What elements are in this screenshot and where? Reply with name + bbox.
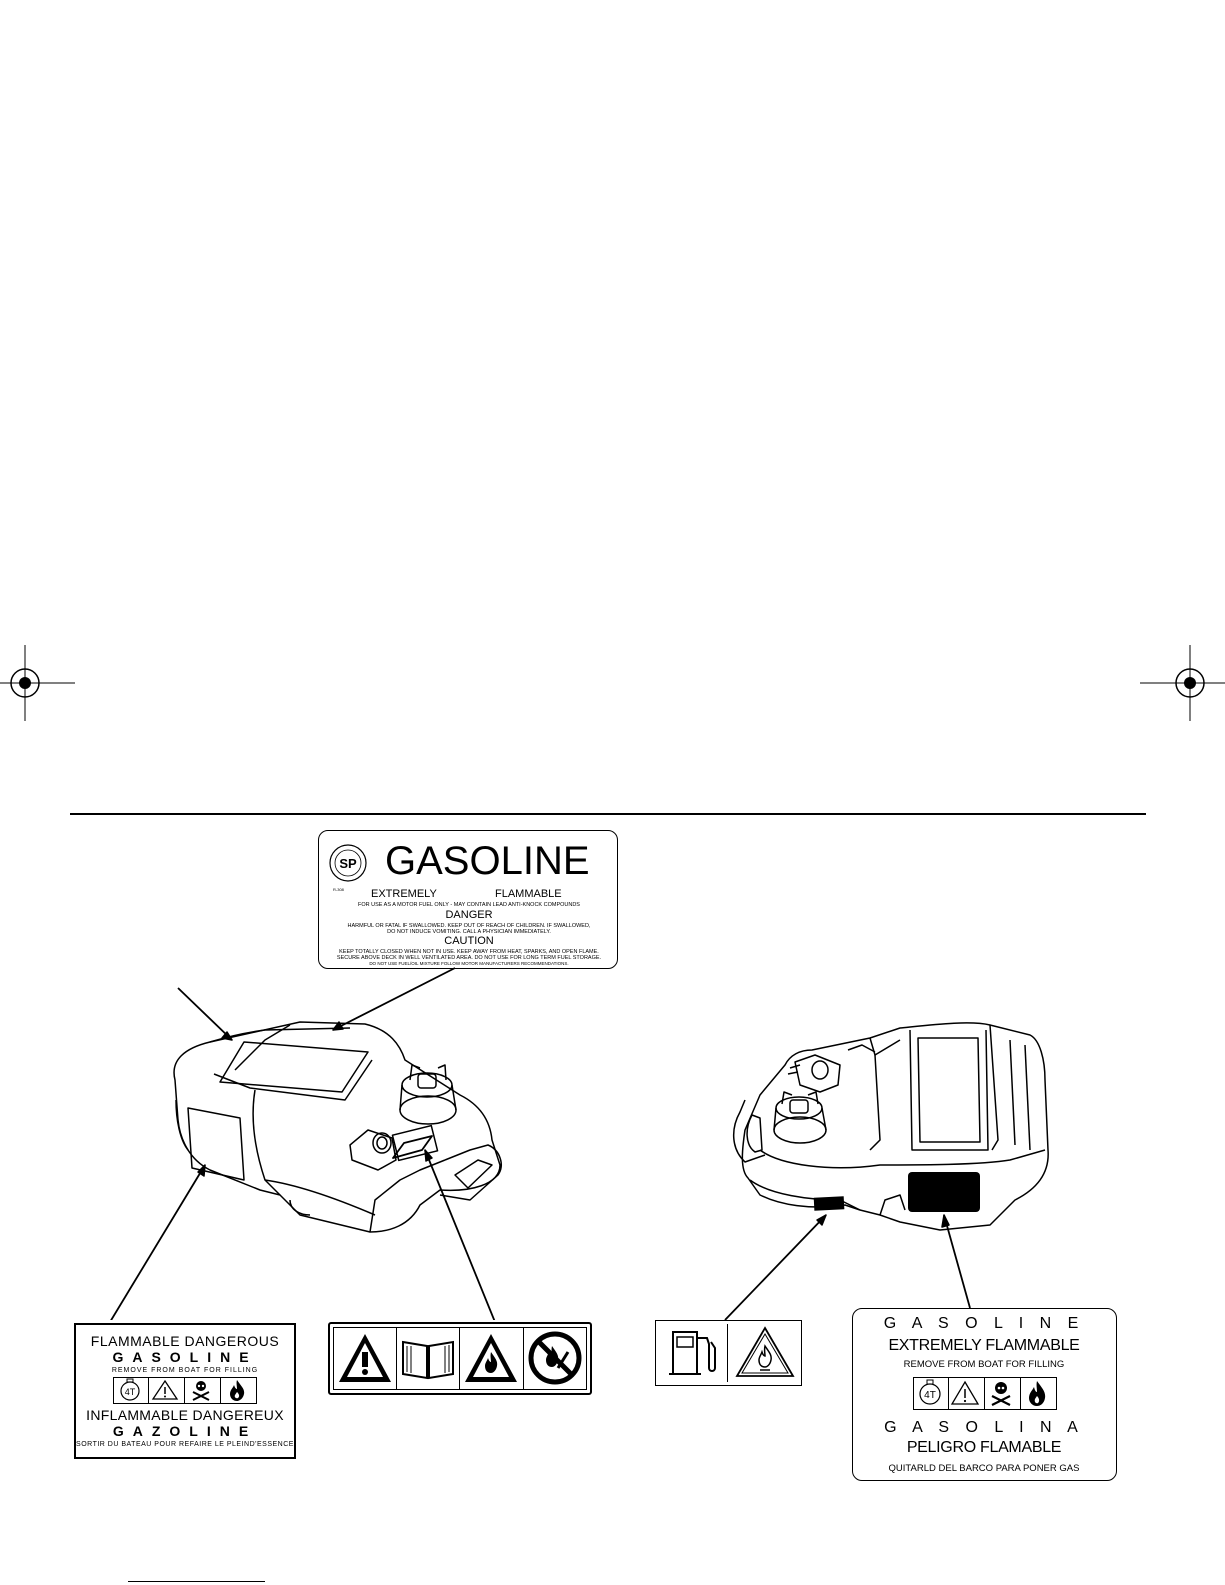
flammable-triangle-icon	[731, 1324, 799, 1382]
svg-text:4T: 4T	[924, 1390, 936, 1401]
section-divider	[70, 813, 1146, 815]
skull-crossbones-icon	[185, 1377, 221, 1404]
flammable-warning-icon	[460, 1327, 523, 1390]
fr-line-3: REMOVE FROM BOAT FOR FILLING	[111, 1367, 259, 1374]
label-line-4: KEEP TOTALLY CLOSED WHEN NOT IN USE. KEEP AWAY FROM HEAT, SPARKS, AND OPEN FLAME.	[339, 949, 599, 955]
label-line-6: DO NOT USE FUEL/OIL MIXTURE FOLLOW MOTOR MANUFACTURERS RECOMMENDATIONS.	[369, 961, 569, 966]
gasoline-warning-label	[318, 830, 618, 969]
label-line-5: SECURE ABOVE DECK IN WELL VENTILATED AREA. DO NOT USE FOR LONG TERM FUEL STORAGE.	[336, 955, 602, 961]
warning-triangle-icon	[149, 1377, 185, 1404]
registration-mark-left-icon	[0, 645, 80, 725]
symbol-row	[333, 1327, 587, 1390]
warning-triangle-icon	[949, 1377, 985, 1410]
seal-text: R-308	[333, 887, 344, 892]
es-line-4: G A S O L I N A	[884, 1419, 1084, 1436]
flammable-text: FLAMMABLE	[495, 888, 562, 900]
fr-line-5: GAZOLINE	[112, 1423, 258, 1439]
es-line-5: PELIGRO FLAMABLE	[906, 1439, 1062, 1456]
flame-icon	[221, 1377, 257, 1404]
fuel-pump-icon	[659, 1324, 728, 1382]
es-icon-row	[913, 1377, 1057, 1410]
fuel-tank-illustrations	[0, 960, 1225, 1320]
footer-line	[128, 1581, 265, 1582]
no-open-flame-icon	[524, 1327, 587, 1390]
4t-engine-icon	[113, 1377, 149, 1404]
fr-line-6: SORTIR DU BATEAU POUR REFAIRE LE PLEIND'ESSENCE	[76, 1441, 294, 1448]
extremely-text: EXTREMELY	[371, 888, 437, 900]
fr-line-4: INFLAMMABLE DANGEREUX	[86, 1407, 284, 1423]
es-line-1: G A S O L I N E	[883, 1315, 1085, 1332]
fr-line-2: GASOLINE	[112, 1349, 258, 1365]
svg-text:4T: 4T	[124, 1387, 136, 1397]
fr-line-1: FLAMMABLE DANGEROUS	[90, 1333, 280, 1349]
svg-text:SP: SP	[339, 856, 357, 871]
gasoline-title: GASOLINE	[385, 839, 590, 883]
caution-heading: CAUTION	[444, 935, 494, 947]
right-tank-drawing	[734, 1023, 1049, 1230]
es-line-2: EXTREMELY FLAMMABLE	[888, 1337, 1080, 1354]
flame-icon	[1021, 1377, 1057, 1410]
read-manual-book-icon	[397, 1327, 460, 1390]
danger-heading: DANGER	[445, 909, 493, 921]
label-line-1: FOR USE AS A MOTOR FUEL ONLY - MAY CONTAIN LEAD ANTI-KNOCK COMPOUNDS	[358, 902, 580, 908]
fr-icon-row	[113, 1377, 257, 1404]
bilingual-gasoline-label-es	[852, 1308, 1117, 1481]
warning-exclamation-icon	[333, 1327, 397, 1390]
4t-engine-icon	[913, 1377, 949, 1410]
label-line-3: DO NOT INDUCE VOMITING. CALL A PHYSICIAN IMMEDIATELY.	[387, 929, 551, 935]
bilingual-gasoline-label-fr	[74, 1323, 296, 1459]
es-line-3: REMOVE FROM BOAT FOR FILLING	[903, 1359, 1065, 1370]
label-line-2: HARMFUL OR FATAL IF SWALLOWED. KEEP OUT OF REACH OF CHILDREN. IF SWALLOWED,	[347, 923, 591, 929]
es-line-6: QUITARLD DEL BARCO PARA PONER GAS	[888, 1463, 1080, 1474]
safety-symbol-strip	[328, 1322, 592, 1395]
fuel-pump-symbol-label	[655, 1320, 802, 1386]
left-tank-drawing	[174, 1022, 501, 1232]
registration-mark-right-icon	[1140, 645, 1225, 725]
skull-crossbones-icon	[985, 1377, 1021, 1410]
